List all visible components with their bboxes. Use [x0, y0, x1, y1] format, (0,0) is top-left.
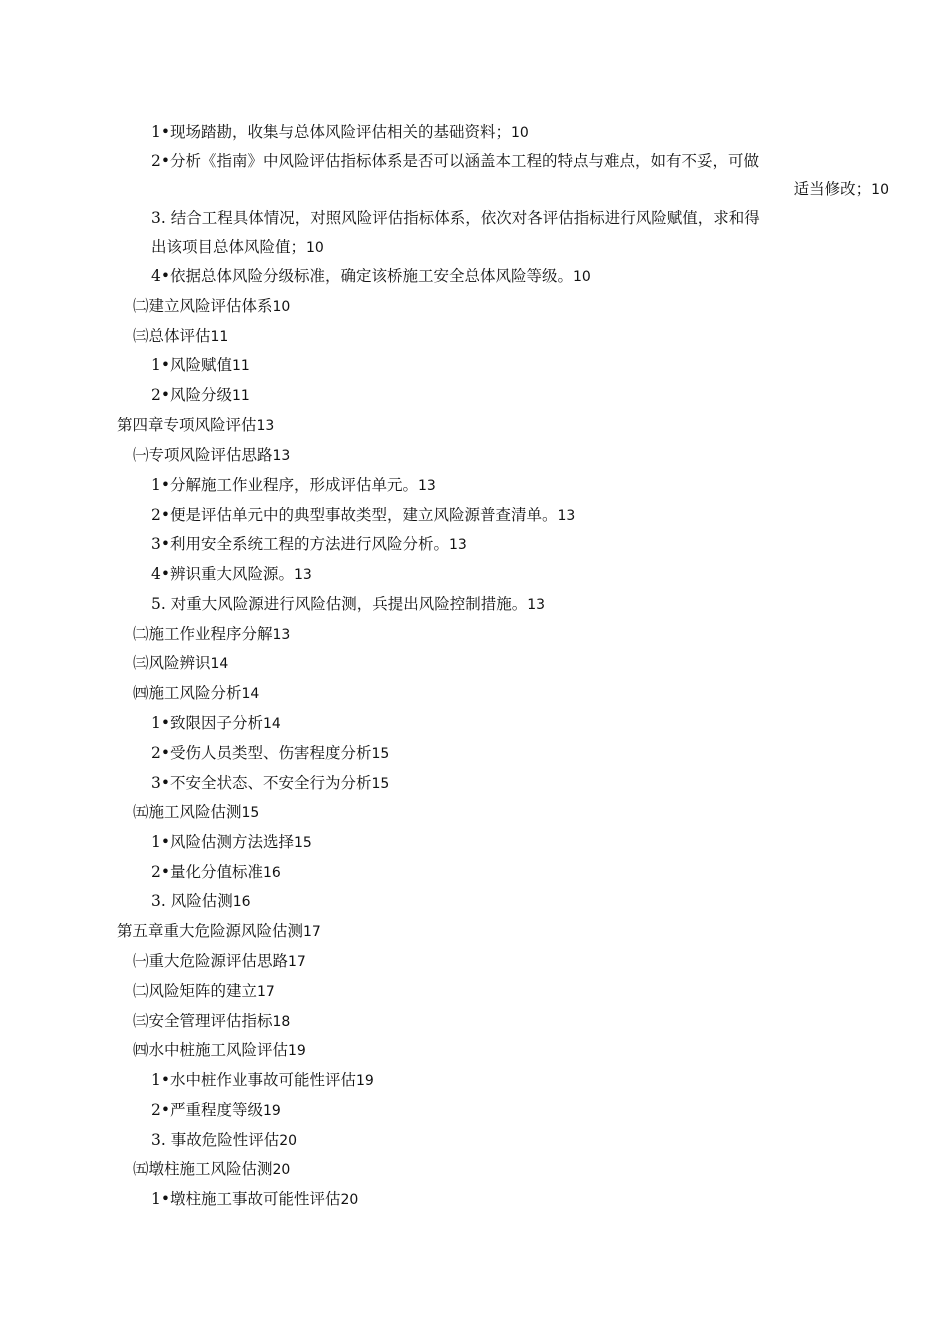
toc-page-number: 10 [573, 269, 591, 285]
toc-entry: ㈣施工风险分析14 [133, 684, 260, 702]
toc-page-number: 13 [294, 567, 312, 583]
toc-entry: 3•利用安全系统工程的方法进行风险分析。13 [151, 535, 467, 553]
toc-chapter: 第五章重大危险源风险估测17 [117, 922, 321, 940]
toc-page-number: 13 [449, 537, 467, 553]
toc-page-number: 20 [272, 1162, 291, 1178]
toc-entry: 1•风险赋值11 [151, 356, 250, 374]
toc-entry-continuation: 适当修改；10 [793, 180, 889, 198]
toc-page-number: 14 [241, 686, 260, 702]
toc-page-number: 10 [511, 125, 529, 141]
toc-page-number: 14 [210, 656, 229, 672]
toc-entry: 3. 事故危险性评估20 [151, 1131, 298, 1149]
toc-entry: 1•现场踏勘，收集与总体风险评估相关的基础资料；10 [151, 123, 529, 141]
toc-page-number: 15 [371, 746, 390, 762]
toc-entry: 1•水中桩作业事故可能性评估19 [151, 1071, 374, 1089]
toc-entry: 5. 对重大风险源进行风险估测，兵提出风险控制措施。13 [151, 595, 546, 613]
toc-entry: 1•分解施工作业程序，形成评估单元。13 [151, 476, 436, 494]
toc-entry: ㈤施工风险估测15 [133, 803, 260, 821]
toc-entry: ㈠专项风险评估思路13 [133, 446, 291, 464]
toc-page-number: 13 [256, 418, 275, 434]
toc-entry-continuation: 出该项目总体风险值；10 [151, 238, 324, 256]
toc-page-number: 10 [306, 240, 324, 256]
toc-page-number: 16 [232, 894, 251, 910]
toc-page-number: 18 [272, 1014, 291, 1030]
toc-page-number: 13 [272, 448, 291, 464]
toc-entry: 4•辨识重大风险源。13 [151, 565, 312, 583]
toc-page-number: 13 [527, 597, 546, 613]
toc-page-number: 17 [303, 924, 321, 940]
toc-entry: 2•受伤人员类型、伤害程度分析15 [151, 744, 390, 762]
toc-entry: 1•风险估测方法选择15 [151, 833, 312, 851]
toc-entry: 2•严重程度等级19 [151, 1101, 281, 1119]
toc-entry: ㈡风险矩阵的建立17 [133, 982, 275, 1000]
toc-page-number: 10 [871, 182, 889, 198]
toc-page-number: 19 [356, 1073, 374, 1089]
toc-entry: ㈡施工作业程序分解13 [133, 625, 291, 643]
toc-entry: ㈢风险辨识14 [133, 654, 229, 672]
toc-page-number: 19 [263, 1103, 281, 1119]
toc-page-number: 17 [257, 984, 275, 1000]
toc-entry: ㈢总体评估11 [133, 327, 229, 345]
toc-page-number: 13 [272, 627, 291, 643]
toc-entry: 2•便是评估单元中的典型事故类型，建立风险源普查清单。13 [151, 506, 576, 524]
toc-entry: ㈣水中桩施工风险评估19 [133, 1041, 306, 1059]
toc-page-number: 16 [263, 865, 281, 881]
toc-page-number: 15 [241, 805, 260, 821]
toc-entry: 2•量化分值标准16 [151, 863, 281, 881]
toc-page-number: 19 [288, 1043, 306, 1059]
toc-page-number: 20 [340, 1192, 359, 1208]
toc-chapter: 第四章专项风险评估13 [117, 416, 275, 434]
toc-entry: 2•分析《指南》中风险评估指标体系是否可以涵盖本工程的特点与难点，如有不妥，可做 [151, 152, 760, 170]
toc-page-number: 15 [371, 776, 390, 792]
toc-page-number: 15 [294, 835, 312, 851]
toc-entry: 4•依据总体风险分级标准，确定该桥施工安全总体风险等级。10 [151, 267, 591, 285]
toc-entry: 1•致限因子分析14 [151, 714, 281, 732]
toc-page-number: 17 [288, 954, 306, 970]
toc-page-number: 11 [232, 388, 250, 404]
toc-entry: 2•风险分级11 [151, 386, 250, 404]
toc-entry: 3. 结合工程具体情况，对照风险评估指标体系，依次对各评估指标进行风险赋值，求和得 [151, 209, 760, 227]
toc-entry: 3. 风险估测16 [151, 892, 251, 910]
toc-entry: 3•不安全状态、不安全行为分析15 [151, 774, 390, 792]
toc-entry: 1•墩柱施工事故可能性评估20 [151, 1190, 359, 1208]
toc-page-number: 11 [232, 358, 250, 374]
toc-page-number: 10 [272, 299, 291, 315]
toc-page-number: 11 [210, 329, 229, 345]
toc-entry: ㈠重大危险源评估思路17 [133, 952, 306, 970]
toc-entry: ㈢安全管理评估指标18 [133, 1012, 291, 1030]
toc-page-number: 20 [279, 1133, 298, 1149]
toc-page-number: 14 [263, 716, 281, 732]
toc-page-number: 13 [418, 478, 436, 494]
toc-entry: ㈤墩柱施工风险估测20 [133, 1160, 291, 1178]
toc-entry: ㈡建立风险评估体系10 [133, 297, 291, 315]
toc-page-number: 13 [557, 508, 576, 524]
